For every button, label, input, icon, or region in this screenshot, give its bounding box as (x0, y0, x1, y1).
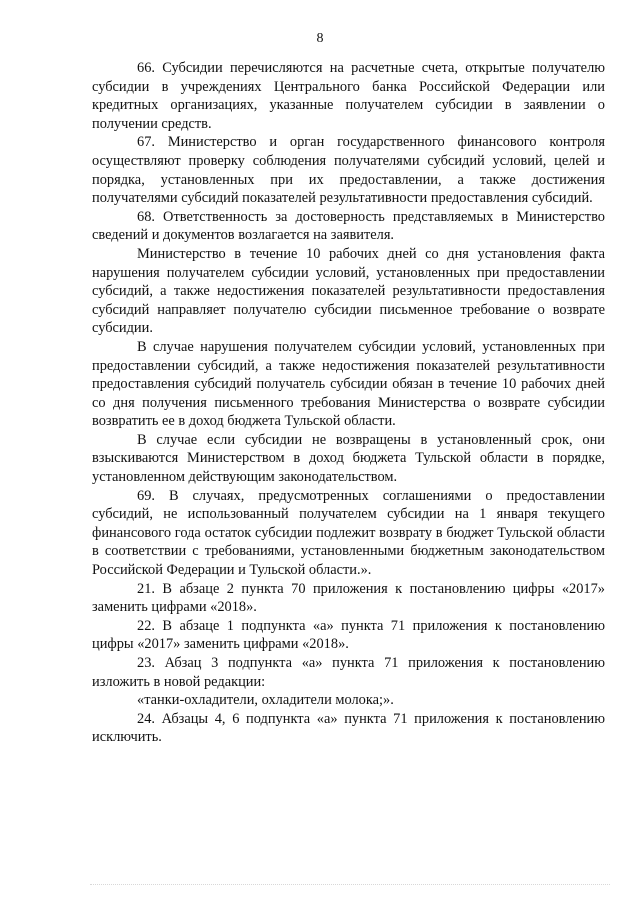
document-body (92, 59, 605, 747)
paragraph-68: 68. Ответственность за достоверность представляемых в Министерство сведений и документов возлагается на заявителя. (92, 208, 605, 244)
paragraph-22: 22. В абзаце 1 подпункта «а» пункта 71 приложения к постановлению цифры «2017» заменить цифрами «2018». (92, 617, 605, 653)
paragraph-21: 21. В абзаце 2 пункта 70 приложения к постановлению цифры «2017» заменить цифрами «2018». (92, 580, 605, 616)
page-number: 8 (316, 31, 324, 46)
paragraph-23-quote: «танки-охладители, охладители молока;». (137, 692, 394, 709)
paragraph-ministry-deadline: Министерство в течение 10 рабочих дней со дня установления факта нарушения получателем субсидии условий, установленных при предоставлении субсидий, а также недостижения показателей результативности предоставления субсидий направляет получателю субсидии письменное требование о возврате субсидии. (92, 245, 605, 337)
paragraph-24: 24. Абзацы 4, 6 подпункта «а» пункта 71 приложения к постановлению исключить. (92, 710, 605, 746)
paragraph-67: 67. Министерство и орган государственного финансового контроля осуществляют проверку соблюдения получателями субсидий условий, целей и порядка, установленных при их предоставлении, а также достижения получателями субсидий показателей результативности предоставления субсидий. (92, 134, 605, 207)
scan-noise-line (90, 884, 610, 888)
paragraph-23: 23. Абзац 3 подпункта «а» пункта 71 приложения к постановлению изложить в новой редакции: (92, 655, 605, 690)
paragraph-69: 69. В случаях, предусмотренных соглашениями о предоставлении субсидий, не использованный получателем субсидии на 1 января текущего финансового года остаток субсидии подлежит возврату в бюджет Тульской области в соответствии с требованиями, установленными бюджетным законодательством Российской Федерации и Тульской области.». (92, 487, 605, 579)
paragraph-violation-return: В случае нарушения получателем субсидии условий, установленных при предоставлении субсидий, а также недостижения показателей результативности предоставления субсидий получатель субсидии обязан в течение 10 рабочих дней со дня получения письменного требования Министерства о возврате субсидии возвратить ее в доход бюджета Тульской области. (92, 338, 605, 430)
paragraph-66: 66. Субсидии перечисляются на расчетные счета, открытые получателю субсидии в учреждениях Центрального банка Российской Федерации или кредитных организациях, указанные получателем субсидии в заявлении о получении средств. (92, 60, 605, 132)
paragraph-recovery: В случае если субсидии не возвращены в установленный срок, они взыскиваются Министерством в доход бюджета Тульской области в порядке, установленном действующим законодательством. (92, 431, 605, 486)
